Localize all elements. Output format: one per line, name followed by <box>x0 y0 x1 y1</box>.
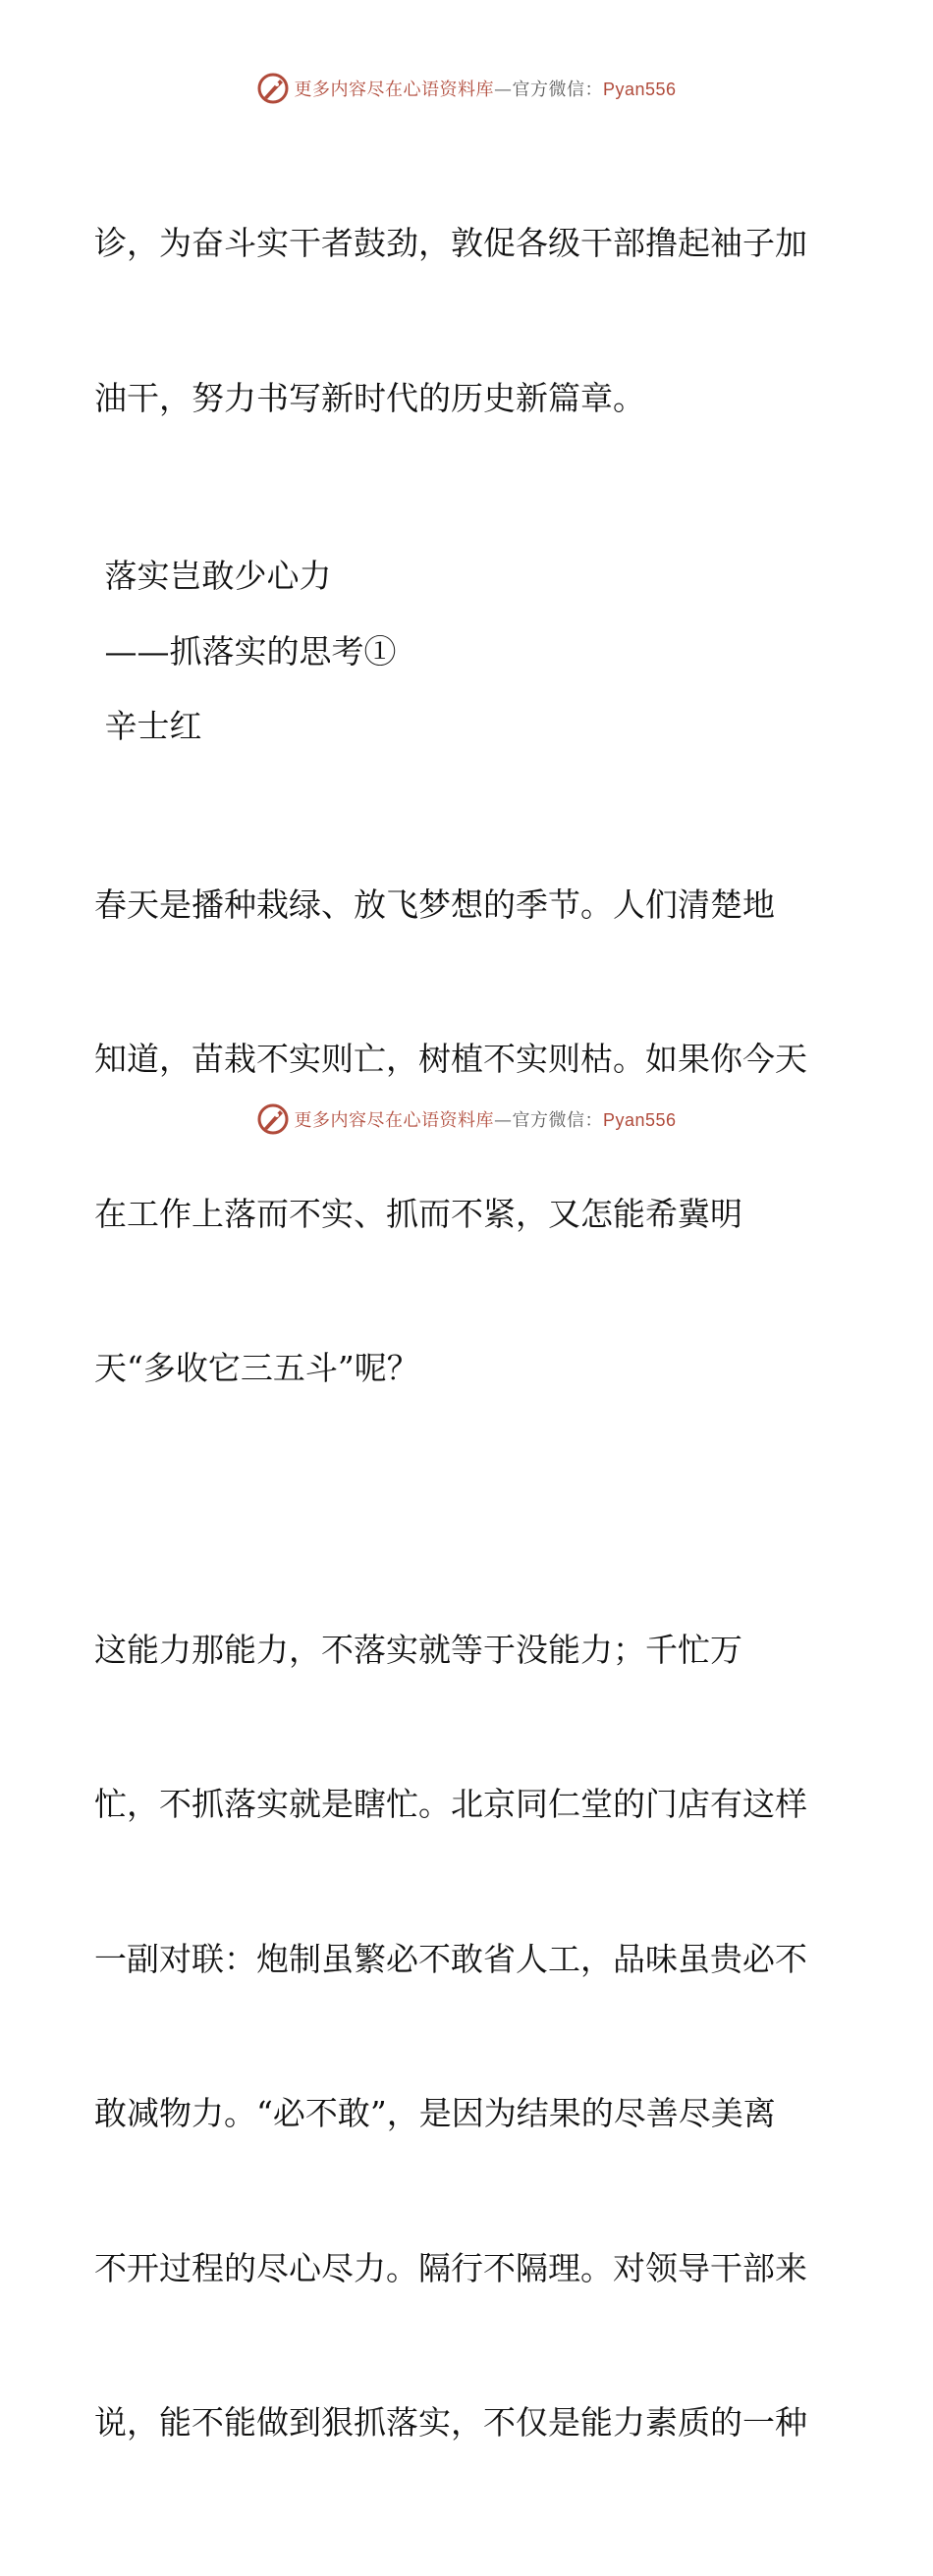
site-name: 更多内容尽在心语资料库 <box>294 80 494 100</box>
separator: — <box>493 80 513 100</box>
paragraph-1 <box>94 115 841 527</box>
header-text <box>294 76 676 101</box>
header-banner <box>0 69 933 108</box>
text-line: 忙，不抓落实就是瞎忙。北京同仁堂的门店有这样 <box>94 1785 807 1823</box>
text-line: 天“多收它三五斗”呢？ <box>94 1349 419 1387</box>
footer-text <box>294 1106 676 1132</box>
article-subtitle: ——抓落实的思考① <box>94 631 397 671</box>
article-body <box>94 115 841 2576</box>
quill-logo-icon <box>256 72 290 105</box>
wechat-id: Pyan556 <box>602 80 677 99</box>
text-line: 敢减物力。“必不敢”，是因为结果的尽善尽美离 <box>94 2094 776 2132</box>
wechat-label: 官方微信： <box>512 1110 603 1131</box>
text-line: 春天是播种栽绿、放飞梦想的季节。人们清楚地 <box>94 885 775 924</box>
text-line: 说，能不能做到狠抓落实，不仅是能力素质的一种 <box>94 2403 807 2442</box>
text-line: 这能力那能力，不落实就等于没能力；千忙万 <box>94 1630 742 1669</box>
text-line: 诊，为奋斗实干者鼓劲，敦促各级干部撸起袖子加 <box>94 224 807 262</box>
article-author: 辛士红 <box>94 707 202 745</box>
wechat-label: 官方微信： <box>512 80 603 100</box>
footer-banner <box>0 1100 933 1139</box>
text-line: 在工作上落而不实、抓而不紧，又怎能希冀明 <box>94 1194 742 1233</box>
text-line: 一副对联：炮制虽繁必不敢省人工，品味虽贵必不 <box>94 1939 807 1978</box>
quill-logo-icon <box>256 1102 290 1136</box>
text-line: 不开过程的尽心尽力。隔行不隔理。对领导干部来 <box>94 2248 807 2287</box>
separator: — <box>493 1110 513 1131</box>
article-title: 落实岂敢少心力 <box>94 557 332 595</box>
text-line: 知道，苗栽不实则亡，树植不实则枯。如果你今天 <box>94 1040 807 1078</box>
text-line: 油干，努力书写新时代的历史新篇章。 <box>94 378 645 417</box>
paragraph-3 <box>94 1522 841 2552</box>
wechat-id: Pyan556 <box>602 1110 677 1130</box>
site-name: 更多内容尽在心语资料库 <box>294 1110 494 1131</box>
